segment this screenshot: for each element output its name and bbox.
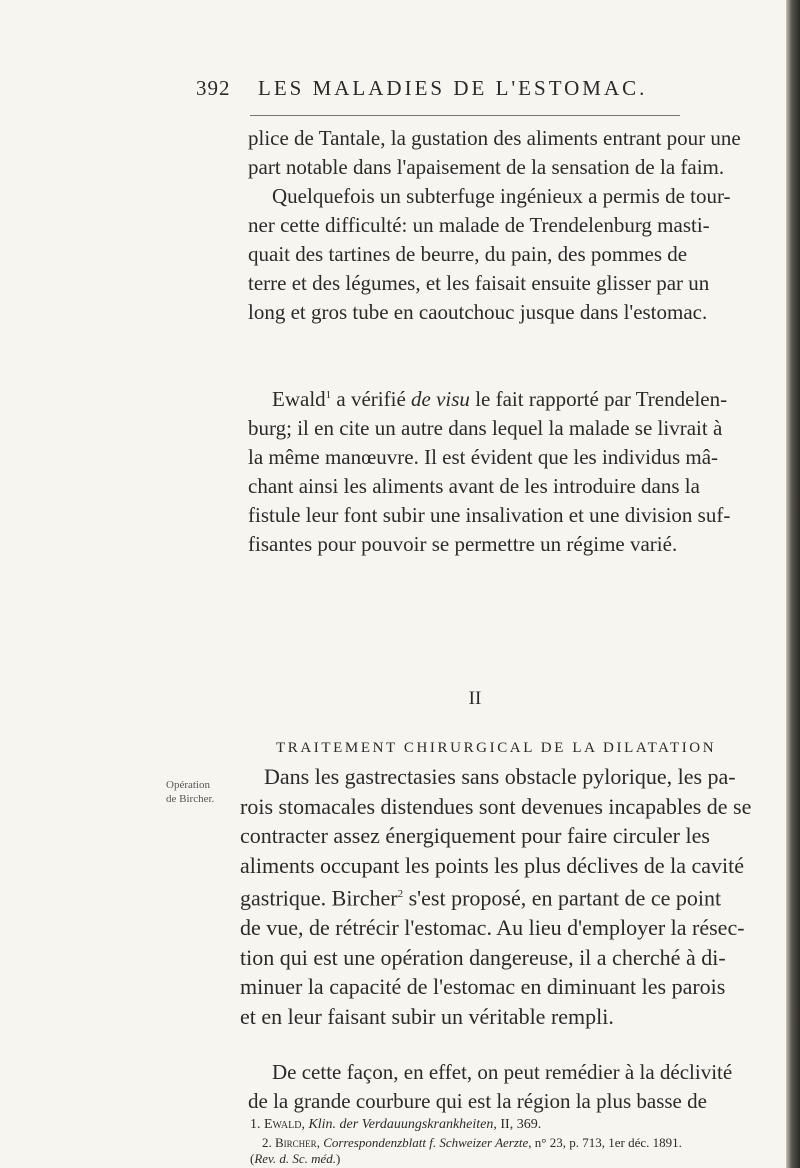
text-line: De cette façon, en effet, on peut remédier à la déclivité xyxy=(272,1060,733,1084)
text-line: contracter assez énergiquement pour faire circuler les xyxy=(240,823,710,849)
paragraph-4 xyxy=(248,1058,733,1116)
footnote-title: Klin. der Verdauungskrankheiten xyxy=(308,1117,494,1132)
text-segment: le fait rapporté par Trendelen- xyxy=(469,387,728,411)
text-line: burg; il en cite un autre dans lequel la malade se livrait à xyxy=(248,416,723,440)
text-line: Dans les gastrectasies sans obstacle pylorique, les pa- xyxy=(264,764,736,789)
text-line: long et gros tube en caoutchouc jusque dans l'estomac. xyxy=(248,300,708,324)
text-line: la même manœuvre. Il est évident que les individus mâ- xyxy=(248,445,719,469)
margin-note-line: Opération xyxy=(166,779,210,791)
text-line: Quelquefois un subterfuge ingénieux a permis de tour- xyxy=(272,184,731,208)
text-line: quait des tartines de beurre, du pain, des pommes de xyxy=(248,242,688,266)
de-visu: de visu xyxy=(411,387,470,411)
paragraph-1 xyxy=(248,124,741,327)
text-segment: a vérifié xyxy=(331,387,412,411)
text-line xyxy=(240,880,722,913)
text-line: ner cette difficulté: un malade de Trendelenburg masti- xyxy=(248,213,710,237)
text-line: terre et des légumes, et les faisait ensuite glisser par un xyxy=(248,271,710,295)
text-line: fisantes pour pouvoir se permettre un régime varié. xyxy=(248,532,678,556)
footnote-3 xyxy=(250,1149,340,1168)
text-segment: s'est proposé, en partant de ce point xyxy=(403,885,722,911)
section-title: TRAITEMENT CHIRURGICAL DE LA DILATATION xyxy=(276,740,717,756)
text-line: rois stomacales distendues sont devenues incapables de se xyxy=(240,793,752,819)
footnote-paren: ( xyxy=(250,1151,255,1166)
footnote-rest: , n° 23, p. 713, 1er déc. 1891. xyxy=(528,1135,682,1150)
footnote-number: 2. xyxy=(262,1135,272,1150)
footnote-ref-1: 1 xyxy=(325,389,332,401)
ewald-name: Ewald xyxy=(272,387,326,411)
text-line: et en leur faisant subir un véritable rempli. xyxy=(240,1004,614,1030)
footnote-2: 2. Bircher, Correspondenzblatt f. Schweizer Aerzte, n° 23, p. 713, 1er déc. 1891. xyxy=(262,1135,682,1150)
footnote-1: 1. Ewald, Klin. der Verdauungskrankheiten, II, 369. xyxy=(250,1117,542,1132)
page-header xyxy=(0,76,800,106)
running-title: LES MALADIES DE L'ESTOMAC. xyxy=(258,76,648,100)
text-line: de la grande courbure qui est la région la plus basse de xyxy=(248,1089,707,1113)
section-number: II xyxy=(468,688,482,709)
footnote-rest: , II, 369. xyxy=(493,1117,542,1132)
paragraph-2 xyxy=(248,381,731,559)
header-rule xyxy=(250,115,680,116)
footnote-author: Bircher xyxy=(275,1135,317,1150)
text-line: de vue, de rétrécir l'estomac. Au lieu d'employer la résec- xyxy=(240,915,745,941)
text-line: minuer la capacité de l'estomac en diminuant les parois xyxy=(240,974,726,1000)
text-line: plice de Tantale, la gustation des aliments entrant pour une xyxy=(248,126,741,150)
text-line: fistule leur font subir une insalivation et une division suf- xyxy=(248,503,731,527)
footnote-ref-2: 2 xyxy=(397,888,404,901)
text-line: tion qui est une opération dangereuse, il a cherché à di- xyxy=(240,944,726,970)
bircher-text: gastrique. Bircher xyxy=(240,885,398,911)
text-line: aliments occupant les points les plus déclives de la cavité xyxy=(240,852,745,878)
footnote-number: 1. xyxy=(250,1117,261,1132)
text-line xyxy=(248,381,728,414)
footnote-title: Correspondenzblatt f. Schweizer Aerzte xyxy=(323,1135,529,1150)
paragraph-3 xyxy=(240,762,752,1032)
footnote-title: Rev. d. Sc. méd. xyxy=(254,1151,337,1166)
footnote-author: Ewald xyxy=(264,1117,302,1132)
text-line: chant ainsi les aliments avant de les introduire dans la xyxy=(248,474,700,498)
page-edge-shadow xyxy=(786,0,800,1168)
page-number: 392 xyxy=(196,76,231,100)
footnote-paren: ) xyxy=(336,1151,341,1166)
margin-note xyxy=(166,778,214,806)
margin-note-line: de Bircher. xyxy=(166,793,215,805)
text-line: part notable dans l'apaisement de la sensation de la faim. xyxy=(248,155,725,179)
